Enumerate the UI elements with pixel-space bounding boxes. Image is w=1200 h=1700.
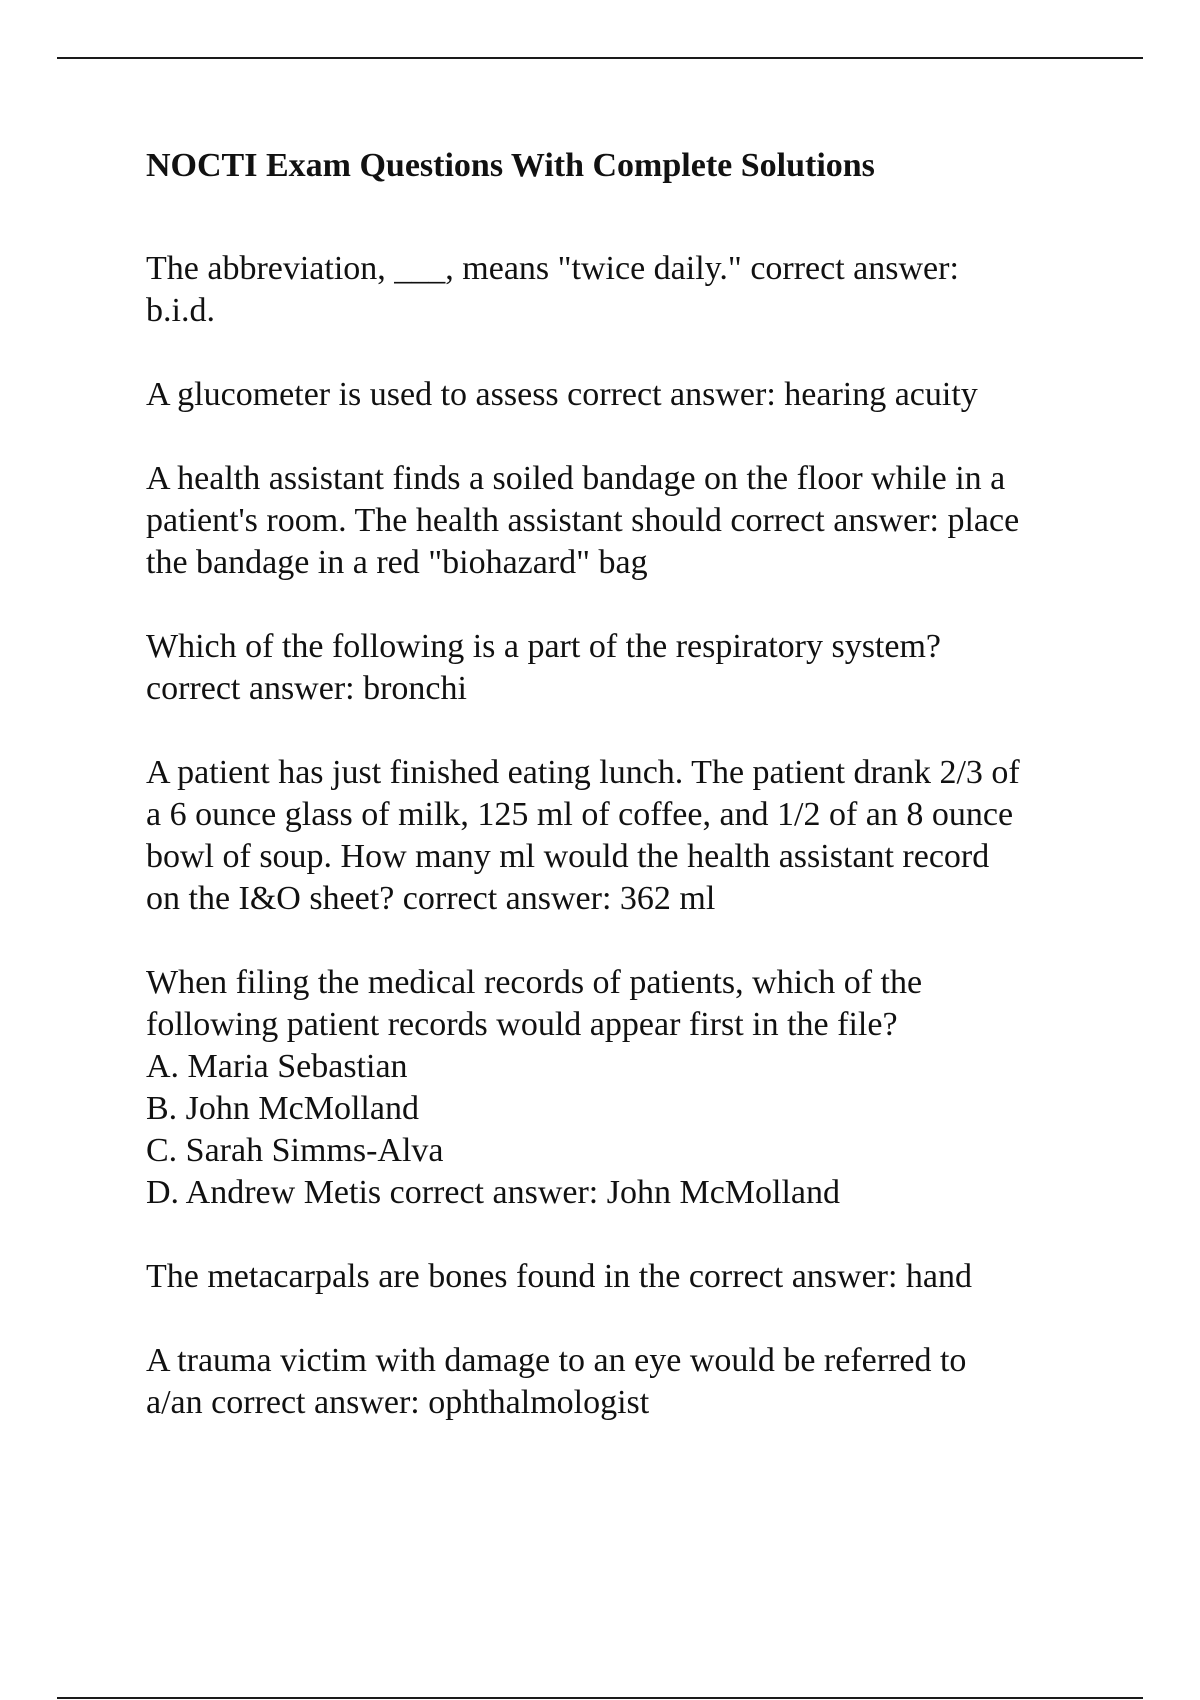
bottom-rule: [57, 1697, 1143, 1699]
qa-entry: The abbreviation, ___, means "twice daily." correct answer: b.i.d.: [146, 250, 959, 329]
qa-entry: A glucometer is used to assess correct answer: hearing acuity: [146, 376, 978, 413]
top-rule: [57, 57, 1143, 59]
qa-entry: When filing the medical records of patients, which of the following patient records would appear first in the file? A. Maria Sebastian B. John McMolland C. Sarah Simms-Alva D. Andrew Metis correct answer: John McMolland: [146, 964, 923, 1211]
qa-entry: A trauma victim with damage to an eye would be referred to a/an correct answer: ophthalmologist: [146, 1342, 967, 1421]
document-title: NOCTI Exam Questions With Complete Solutions: [146, 147, 875, 184]
qa-entry: The metacarpals are bones found in the correct answer: hand: [146, 1258, 973, 1295]
qa-entry: A health assistant finds a soiled bandage on the floor while in a patient's room. The health assistant should correct answer: place the bandage in a red "biohazard" bag: [146, 460, 1020, 581]
document-body: [146, 146, 1106, 1466]
qa-entry: Which of the following is a part of the respiratory system? correct answer: bronchi: [146, 628, 941, 707]
qa-entry: A patient has just finished eating lunch. The patient drank 2/3 of a 6 ounce glass of milk, 125 ml of coffee, and 1/2 of an 8 ounce bowl of soup. How many ml would the health assistant record on the I&O sheet? correct answer: 362 ml: [146, 754, 1020, 917]
